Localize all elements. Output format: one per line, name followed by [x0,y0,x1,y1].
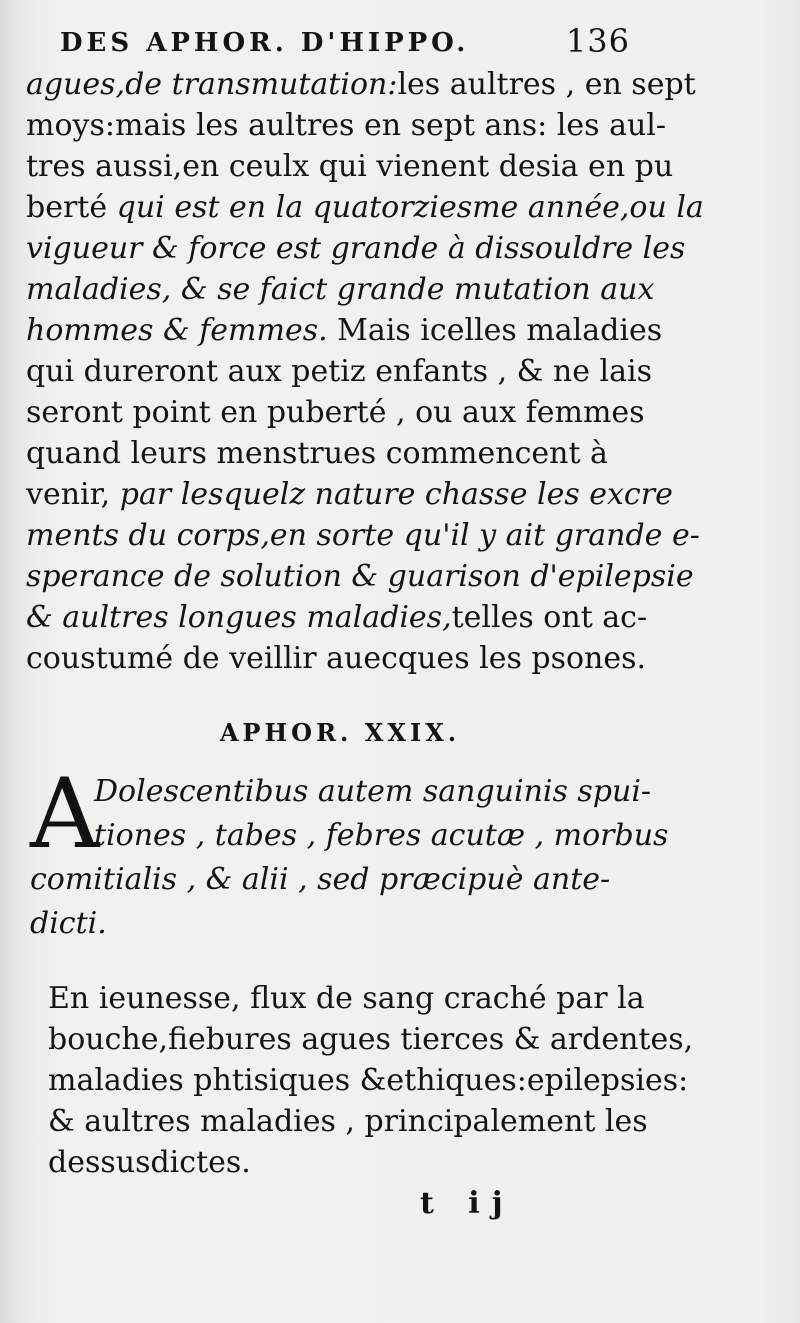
line-segment: par lesquelz nature chasse les excre [119,477,673,512]
signature-mark: t ij [420,1186,515,1221]
paragraph-line [26,310,663,351]
page-number: 136 [565,22,630,60]
french-line: maladies phtisiques &ethiques:epilepsies: [48,1063,689,1098]
paragraph-line [26,228,686,269]
paragraph-line [26,269,655,310]
paragraph-line [26,187,704,228]
line-segment: les aultres , en sept [397,67,696,102]
latin-line: tiones , tabes , febres acutæ , morbus [94,818,669,853]
latin-line: Dolescentibus autem sanguinis spui- [94,774,652,809]
line-segment: Mais icelles maladies [327,313,663,348]
french-line: & aultres maladies , principalement les [48,1104,648,1139]
drop-capital: A [30,758,100,870]
latin-aphorism [30,758,669,946]
line-segment: quand leurs menstrues commencent à [26,436,608,471]
french-translation [48,978,694,1183]
paragraph-line [26,556,694,597]
paragraph-line [26,433,636,474]
line-segment: seront point en puberté , ou aux femmes [26,395,645,430]
paragraph-line [26,597,648,638]
line-segment: qui est en la quatorziesme année,ou la [116,190,704,225]
paragraph-line [26,392,645,433]
paragraph-line [26,474,673,515]
line-segment: maladies, & se faict grande mutation aux [26,272,655,307]
french-line: bouche,fiebures agues tierces & ardentes, [48,1022,694,1057]
line-segment: berté [26,190,117,225]
french-line: En ieunesse, flux de sang craché par la [48,981,645,1016]
line-segment: coustumé de veillir auecques les psones. [26,641,647,676]
aphorism-heading: APHOR. XXIX. [219,718,461,747]
line-segment: qui dureront aux petiz enfants , & ne lais [26,354,652,389]
running-title: DES APHOR. D'HIPPO. [60,28,470,58]
paragraph-line [26,515,700,556]
line-segment: agues,de transmutation: [26,67,398,102]
paragraph-french-commentary [26,64,704,679]
latin-line: dicti. [30,906,107,941]
paragraph-line [26,351,652,392]
line-segment: ments du corps,en sorte qu'il y ait grande e- [26,518,700,553]
line-segment: hommes & femmes. [26,313,328,348]
french-line: dessusdictes. [48,1145,251,1180]
paragraph-line [26,64,696,105]
line-segment: moys:mais les aultres en sept ans: les aul- [26,108,667,143]
paragraph-line [26,638,647,679]
latin-line: comitialis , & alii , sed præcipuè ante- [30,862,611,897]
line-segment: vigueur & force est grande à dissouldre les [26,231,686,266]
line-segment: telles ont ac- [451,600,648,635]
line-segment: & aultres longues maladies, [26,600,452,635]
line-segment: sperance de solution & guarison d'epilepsie [26,559,694,594]
line-segment: venir, [26,477,120,512]
line-segment: tres aussi,en ceulx qui vienent desia en pu [26,149,674,184]
paragraph-line [26,105,667,146]
paragraph-line [26,146,674,187]
